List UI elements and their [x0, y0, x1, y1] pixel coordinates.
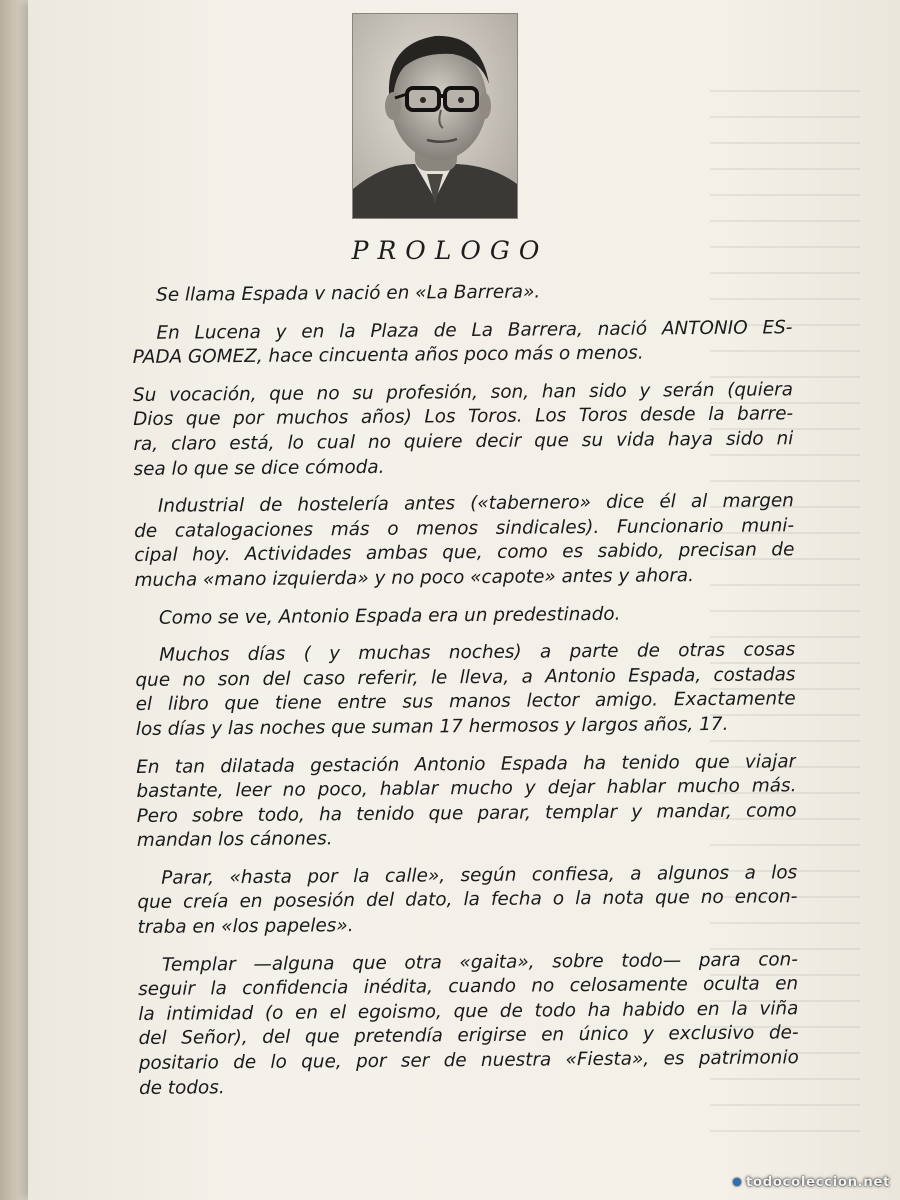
- portrait-illustration: [353, 14, 517, 218]
- text-line: cipal hoy. Actividades ambas que, como es sabido, precisan de: [134, 539, 795, 567]
- author-portrait-photo: [352, 13, 518, 219]
- text-line: seguir la confidencia inédita, cuando no celosamente oculta en: [138, 973, 799, 1001]
- prologue-body: [132, 278, 799, 1114]
- paragraph: [135, 638, 796, 742]
- text-line: Se llama Espada v nació en «La Barrera».: [156, 281, 541, 306]
- paragraph: [137, 861, 798, 941]
- paragraph: [135, 601, 795, 631]
- watermark-domain: .net: [857, 1174, 890, 1190]
- text-line: el libro que tiene entre sus manos lector amigo. Exactamente: [135, 688, 796, 716]
- text-line: que no son del caso referir, le lleva, a Antonio Espada, costadas: [135, 663, 796, 691]
- watermark-logo-icon: [733, 1178, 741, 1186]
- text-line: PADA GOMEZ, hace cincuenta años poco más o menos.: [132, 342, 644, 369]
- text-line: los días y las noches que suman 17 hermosos y largos años, 17.: [135, 713, 729, 740]
- text-line: la intimidad (o en el egoismo, que de todo ha habido en la viña: [138, 998, 799, 1025]
- text-line: ra, claro está, lo cual no quiere decir que su vida haya sido ni: [133, 428, 794, 455]
- text-line: Muchos días ( y muchas noches) a parte de otras cosas: [159, 639, 796, 666]
- text-line: En tan dilatada gestación Antonio Espada ha tenido que viajar: [136, 750, 797, 778]
- text-line: Como se ve, Antonio Espada era un predestinado.: [158, 603, 621, 629]
- text-line: mucha «mano izquierda» y no poco «capote» antes y ahora.: [134, 565, 695, 591]
- paragraph: [136, 750, 797, 854]
- book-page-edge: [0, 0, 28, 1200]
- text-line: mandan los cánones.: [136, 828, 333, 852]
- watermark-text: todocoleccion: [745, 1174, 858, 1190]
- text-line: bastante, leer no poco, hablar mucho y dejar hablar mucho más.: [136, 775, 797, 803]
- text-line: Dios que por muchos años) Los Toros. Los Toros desde la barre-: [133, 403, 794, 431]
- paragraph: [138, 948, 799, 1101]
- text-line: positario de lo que, por ser de nuestra «Fiesta», es patrimonio: [138, 1047, 799, 1075]
- text-line: Su vocación, que no su profesión, son, han sido y serán (quiera: [132, 379, 794, 406]
- text-line: de todos.: [138, 1076, 225, 1099]
- page-title: PROLOGO: [351, 236, 549, 265]
- paragraph: [133, 378, 794, 482]
- text-line: Parar, «hasta por la calle», según confiesa, a algunos a los: [161, 862, 798, 889]
- text-line: del Señor), del que pretendía erigirse en único y exclusivo de-: [138, 1022, 799, 1050]
- paragraph: [132, 316, 792, 371]
- text-line: sea lo que se dice cómoda.: [133, 456, 385, 480]
- text-line: que creía en posesión del dato, la fecha o la nota que no encon-: [137, 886, 798, 914]
- text-line: Templar —alguna que otra «gaita», sobre todo— para con-: [161, 948, 799, 976]
- text-line: Pero sobre todo, ha tenido que parar, templar y mandar, como: [136, 799, 797, 827]
- text-line: de catalogaciones más o menos sindicales). Funcionario muni-: [134, 514, 795, 542]
- site-watermark: [733, 1174, 890, 1190]
- text-line: En Lucena y en la Plaza de La Barrera, nació ANTONIO ES-: [156, 316, 793, 344]
- paragraph: [132, 278, 792, 308]
- paragraph: [134, 489, 795, 593]
- text-line: traba en «los papeles».: [137, 915, 354, 939]
- text-line: Industrial de hostelería antes («tabernero» dice él al margen: [157, 490, 795, 517]
